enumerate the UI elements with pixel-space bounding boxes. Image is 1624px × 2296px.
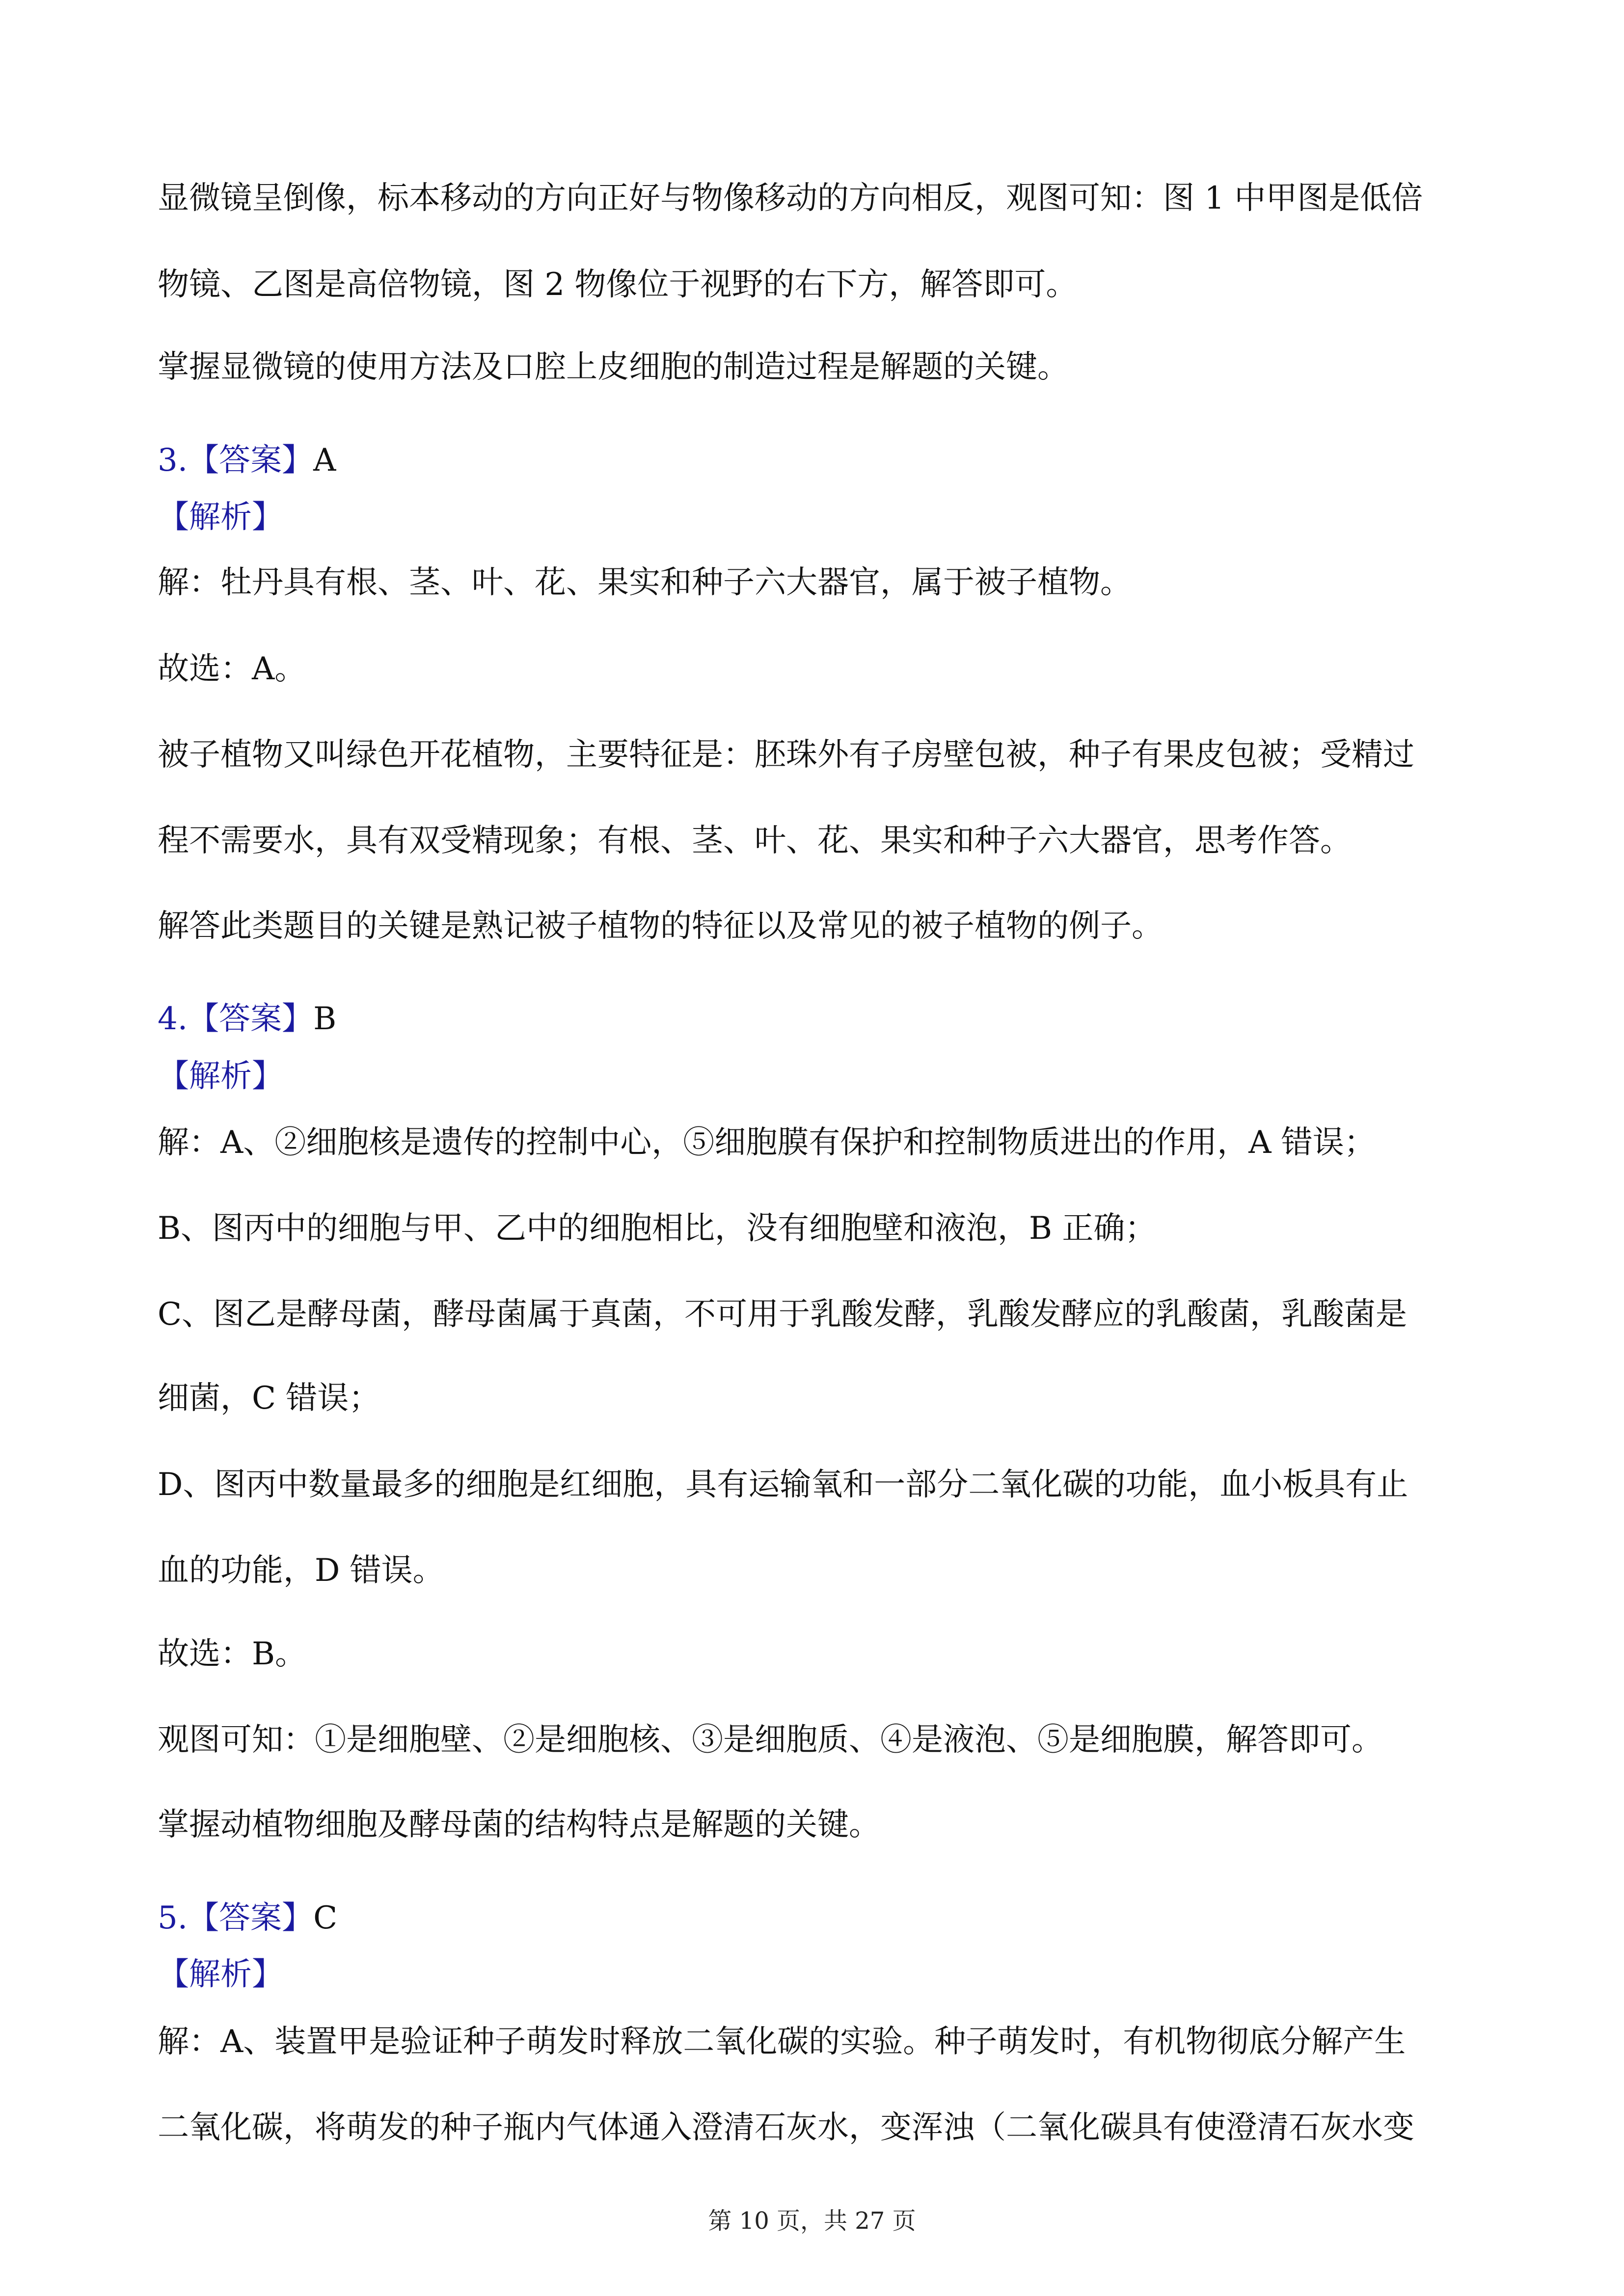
q4-analysis-label: 【解析】 (158, 1058, 283, 1095)
paragraph-line: 二氧化碳，将萌发的种子瓶内气体通入澄清石灰水，变浑浊（二氧化碳具有使澄清石灰水变 (158, 2109, 1414, 2146)
q4-answer-header (158, 997, 1477, 1041)
q5-answer-header (158, 1896, 1477, 1940)
paragraph-line: 故选：A。 (158, 651, 306, 687)
q4-number: 4. (158, 1001, 188, 1037)
q3-answer-header (158, 438, 1477, 482)
paragraph-line: 细菌，C 错误； (158, 1380, 380, 1416)
paragraph-line: 解答此类题目的关键是熟记被子植物的特征以及常见的被子植物的例子。 (158, 908, 1163, 944)
paragraph-line: 掌握显微镜的使用方法及口腔上皮细胞的制造过程是解题的关键。 (158, 349, 1069, 385)
q5-answer-label: 【答案】 (188, 1900, 314, 1936)
q5-answer-value: C (313, 1900, 338, 1936)
paragraph-line: 解：A、②细胞核是遗传的控制中心，⑤细胞膜有保护和控制物质进出的作用，A 错误； (158, 1124, 1376, 1161)
paragraph-line: 血的功能，D 错误。 (158, 1552, 444, 1589)
paragraph-line: 掌握动植物细胞及酵母菌的结构特点是解题的关键。 (158, 1807, 880, 1843)
paragraph-line: 观图可知：①是细胞壁、②是细胞核、③是细胞质、④是液泡、⑤是细胞膜，解答即可。 (158, 1722, 1383, 1758)
q4-answer-value: B (313, 1001, 337, 1037)
q5-analysis-label: 【解析】 (158, 1956, 283, 1993)
q3-analysis-label: 【解析】 (158, 499, 283, 535)
paragraph-line: 显微镜呈倒像，标本移动的方向正好与物像移动的方向相反，观图可知：图 1 中甲图是低倍 (158, 180, 1423, 216)
paragraph-line: 程不需要水，具有双受精现象；有根、茎、叶、花、果实和种子六大器官，思考作答。 (158, 823, 1352, 859)
page-footer: 第 10 页，共 27 页 (708, 2207, 916, 2235)
paragraph-line: B、图丙中的细胞与甲、乙中的细胞相比，没有细胞壁和液泡，B 正确； (158, 1210, 1157, 1247)
q5-number: 5. (158, 1900, 188, 1936)
q4-answer-label: 【答案】 (188, 1001, 314, 1037)
paragraph-line: 故选：B。 (158, 1636, 307, 1672)
paragraph-line: 解：A、装置甲是验证种子萌发时释放二氧化碳的实验。种子萌发时，有机物彻底分解产生 (158, 2024, 1406, 2060)
paragraph-line: 被子植物又叫绿色开花植物，主要特征是：胚珠外有子房壁包被，种子有果皮包被；受精过 (158, 737, 1414, 773)
q3-number: 3. (158, 442, 188, 479)
q3-answer-value: A (313, 442, 336, 479)
paragraph-line: D、图丙中数量最多的细胞是红细胞，具有运输氧和一部分二氧化碳的功能，血小板具有止 (158, 1467, 1408, 1503)
q3-answer-label: 【答案】 (188, 442, 314, 479)
paragraph-line: 解：牡丹具有根、茎、叶、花、果实和种子六大器官，属于被子植物。 (158, 564, 1132, 601)
paragraph-line: C、图乙是酵母菌，酵母菌属于真菌，不可用于乳酸发酵，乳酸发酵应的乳酸菌，乳酸菌是 (158, 1296, 1407, 1333)
paragraph-line: 物镜、乙图是高倍物镜，图 2 物像位于视野的右下方，解答即可。 (158, 267, 1078, 303)
